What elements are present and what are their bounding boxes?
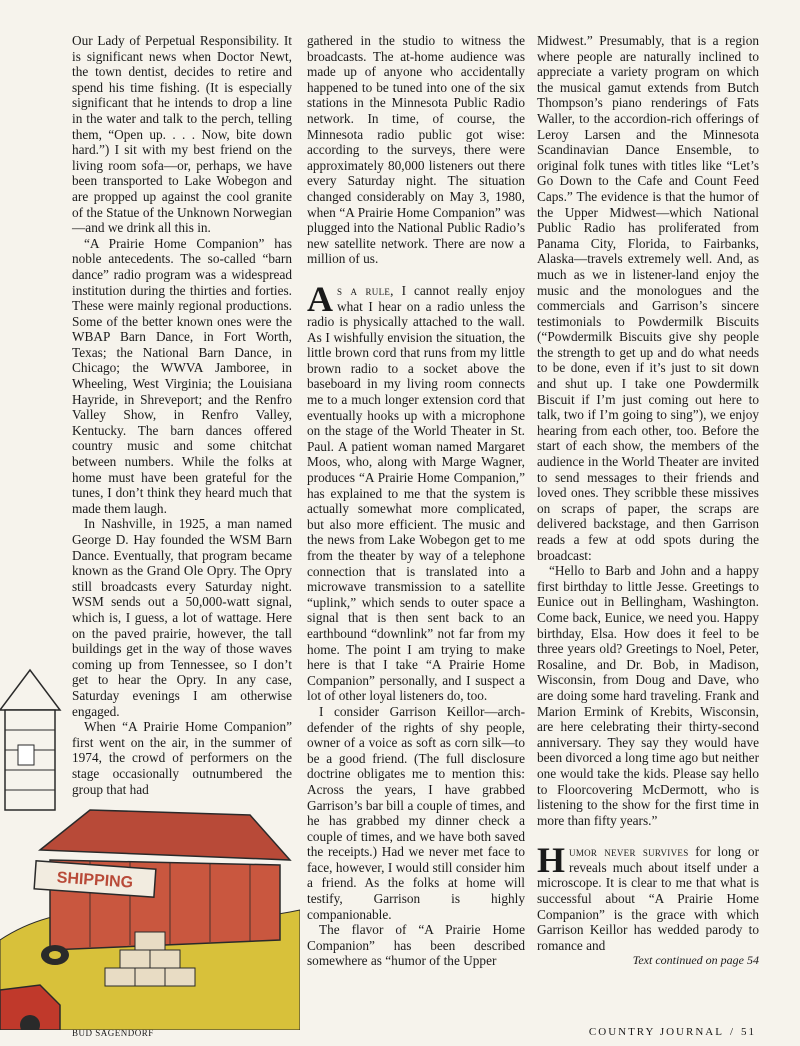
house-illustration — [0, 670, 60, 810]
lead-in: s a rule, — [337, 282, 394, 298]
paragraph: I consider Garrison Keillor—arch-defender of the rights of shy people, owner of a voice as soft as corn silk—to be a good friend. (The full disclosure doctrine obligates me to mention this: Across the years, I have grabbed Garrison’s bar bill a couple of times, and he has grabbed my dinner check a couple of times, and we have both saved the receipts.) Had we never met face to face, however, I would still consider him a friend. As the folks at home will testify, Garrison is highly companionable. — [307, 703, 525, 922]
section-break — [307, 267, 525, 283]
paragraph: gathered in the studio to witness the broadcasts. The at-home audience was made up of anyone who accidentally happened to be tuned into one of the six stations in the Minnesota Public Radio network. In time, of course, the Minnesota radio public got wise: according to the surveys, there were approximately 80,000 listeners out there every Saturday night. The situation changed considerably on May 3, 1980, when “A Prairie Home Companion” was plugged into the National Public Radio’s new satellite network. There are now a million of us. — [307, 33, 525, 267]
footer-separator: / — [729, 1026, 735, 1038]
tires — [41, 945, 69, 965]
paragraph-with-dropcap — [537, 840, 759, 953]
shipping-shed-illustration — [0, 650, 300, 1030]
paragraph: Midwest.” Presumably, that is a region where people are naturally inclined to appreciate a variety program on which the musical gamut extends from Butch Thompson’s piano renderings of Fats Waller, to the accordion-rich offerings of Leroy Larsen and the Minnesota Scandinavian Dance Ensemble, to original folk tunes with titles like “Let’s Go Down to the Cafe and Count Feed Caps.” The evidence is that the humor of the Upper Midwest—which National Public Radio has proliferated from Panama City, Florida, to Fairbanks, Alaska—travels extremely well. And, as much as we in listener-land enjoy the music and the monologues and the commercials and Garrison’s sincere testimonials to Powdermilk Biscuits (“Powdermilk Biscuits give shy people the strength to get up and do what needs to be done, even if it’s just to sit down and shut up. I take one Powdermilk Biscuit if I’m just coming out here to talk, two if I’m going to sing”), we enjoy hearing from each other, too. Before the start of each show, the members of the audience in the World Theater are invited to send messages to their friends and loved ones. They scribble these missives on scraps of paper, the scraps are delivered backstage, and then Garrison reads a few at odd spots during the broadcast: — [537, 33, 759, 563]
paragraph: “A Prairie Home Companion” has noble antecedents. The so-called “barn dance” radio program was a widespread institution during the thirties and forties. These were mainly regional productions. Some of the better known ones were the WBAP Barn Dance, in Fort Worth, Texas; the National Barn Dance, in Chicago; the WWVA Jamboree, in Wheeling, West Virginia; the Louisiana Hayride, in Shreveport; and the Renfro Valley Show, in Renfro Valley, Kentucky. The barn dances offered country music and some chitchat between numbers. While the folks at home must have been grateful for the tunes, I don’t think they heard much that made them laugh. — [72, 235, 292, 516]
paragraph-with-dropcap — [307, 278, 525, 704]
drop-cap: H — [537, 840, 566, 881]
page-footer — [589, 1026, 756, 1038]
paragraph: “Hello to Barb and John and a happy first birthday to little Jesse. Greetings to Eunice out in Bellingham, Washington. Come back, Eunice, we need you. Happy birthday, Elsa. How does it feel to be three years old? Greetings to Noel, Peter, Rosaline, and Dr. Bob, in Madison, Wisconsin, from Doug and Dave, who are doing some hard traveling. Frank and Marion Ermink of Krebits, Wisconsin, are here celebrating their thirty-second anniversary. They say they would have been divorced a long time ago but neither one would take the kids. Please say hello to Floorcovering McDermott, who is listening to the show for the first time in more than fifty years.” — [537, 563, 759, 828]
section-break — [537, 828, 759, 844]
lead-in: umor never survives — [569, 844, 689, 860]
continued-note: Text continued on page 54 — [632, 953, 759, 968]
paragraph: The flavor of “A Prairie Home Companion” has been described somewhere as “humor of the Upper — [307, 922, 525, 969]
illustration-credit: BUD SAGENDORF — [72, 1028, 154, 1038]
shipping-sign: SHIPPING — [56, 869, 134, 892]
article-column-3 — [537, 33, 759, 969]
paragraph: In Nashville, in 1925, a man named George D. Hay founded the WSM Barn Dance. Eventually, that program became known as the Grand Ole Opry. The Opry still broadcasts every Saturday night. WSM sends out a 50,000-watt signal, which is, I guess, a lot of wattage. Here on the paved prairie, however, the tall buildings get in the way of those waves coming up from Tennessee, so I don’t get to hear the Opry. In any case, Saturday evenings I am otherwise engaged. — [72, 516, 292, 719]
drop-cap: A — [307, 278, 333, 319]
paragraph-text: I cannot really enjoy what I hear on a radio unless the radio is physically attached to the wall. As I wishfully envision the situation, the little brown cord that runs from my little brown radio to a socket above the baseboard in my living room connects me to a much longer extension cord that eventually hooks up with a microphone on the stage of the World Theater in St. Paul. A patient woman named Margaret Moos, who, along with Marge Wagner, produces “A Prairie Home Companion,” has explained to me that the system is actually somewhat more complicated, but also more efficient. The music and the news from Lake Wobegon get to me from the theater by way of a telephone connection that is translated into a microwave transmission to a satellite “uplink,” which sends to outer space a signal that is then sent back to an earthbound “downlink” not far from my home. The point I am trying to make here is that I take “A Prairie Home Companion” personally, and I suspect a lot of other loyal listeners do, too. — [307, 282, 525, 704]
shed-roof — [40, 810, 290, 860]
article-column-2 — [307, 33, 525, 969]
paragraph-text: for long or reveals much about itself under a microscope. It is clear to me that what is successful about “A Prairie Home Companion” is the grace with which Garrison Keillor has wedded parody to romance and — [537, 844, 759, 953]
paragraph: Our Lady of Perpetual Responsibility. It is significant news when Doctor Newt, the town dentist, decides to retire and spend his time fishing. (It is especially significant that he intends to drop a line in the water and talk to the perch, telling them, “Open up. . . . Now, bite down hard.”) I sit with my best friend on the living room sofa—or, perhaps, we have been transported to Lake Wobegon and are propped up against the cool granite of the Statue of the Unknown Norwegian—and we drink all this in. — [72, 33, 292, 236]
page-number: 51 — [741, 1026, 756, 1038]
magazine-name: COUNTRY JOURNAL — [588, 1026, 724, 1038]
paragraph: When “A Prairie Home Companion” first went on the air, in the summer of 1974, the crowd of performers on the stage occasionally outnumbered the group that had — [72, 719, 292, 797]
